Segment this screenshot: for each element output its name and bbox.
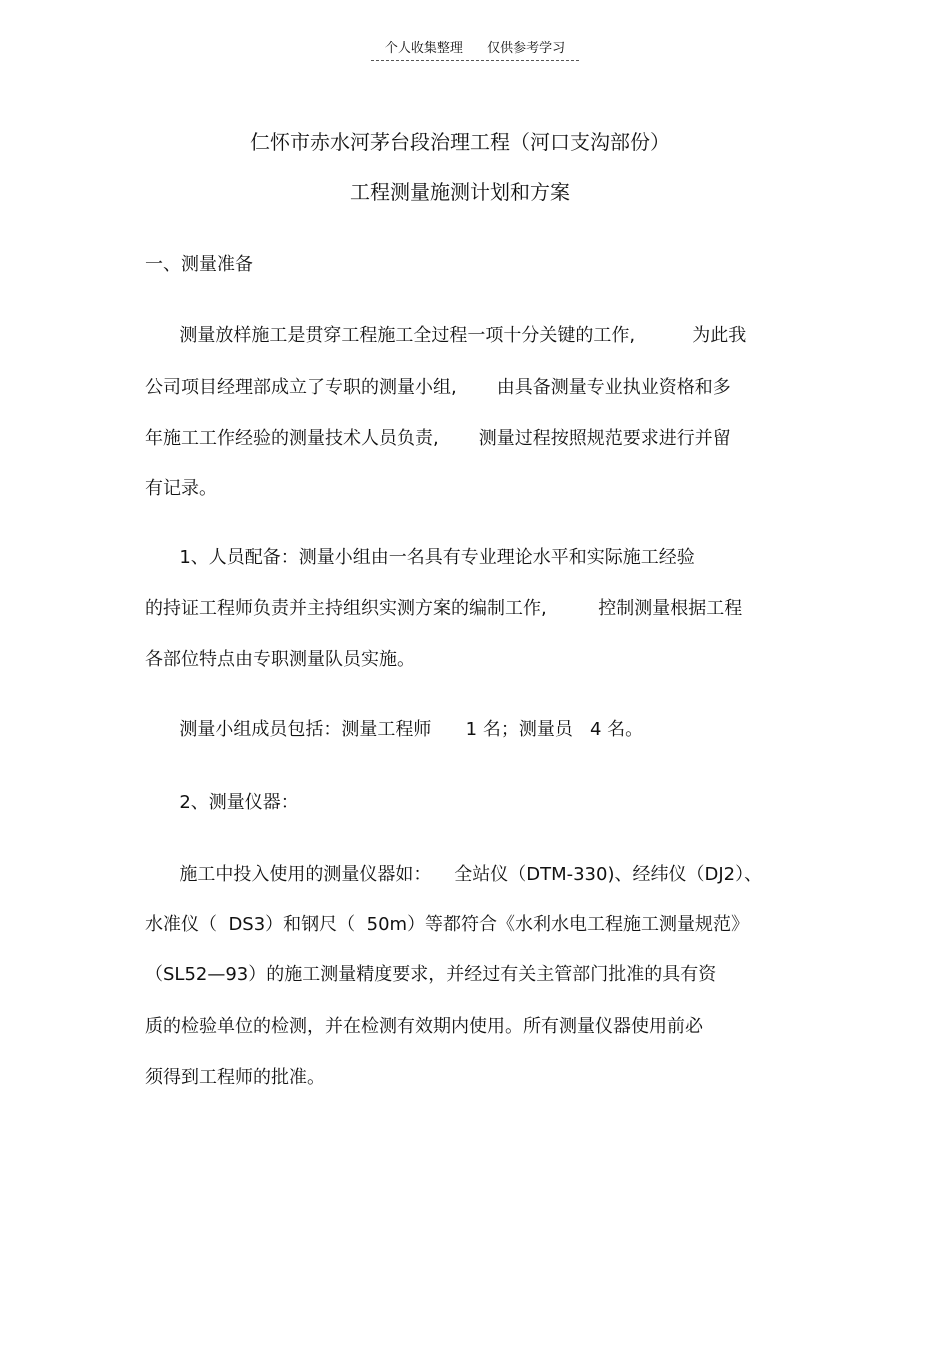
document-title: 仁怀市赤水河茅台段治理工程（河口支沟部份） [250,130,670,154]
paragraph-line: 水准仪（ DS3）和钢尺（ 50m）等都符合《水利水电工程施工测量规范》 [145,914,750,935]
paragraph-line: 质的检验单位的检测，并在检测有效期内使用。所有测量仪器使用前必 [145,1016,703,1037]
paragraph-line: （SL52—93）的施工测量精度要求，并经过有关主管部门批准的具有资 [145,964,717,985]
paragraph-line: 2、测量仪器： [145,792,299,813]
document-subtitle: 工程测量施测计划和方案 [350,180,570,204]
paragraph-line: 有记录。 [145,478,217,499]
paragraph-line: 施工中投入使用的测量仪器如： 全站仪（DTM-330)、经纬仪（DJ2）、 [145,864,763,885]
page-header [0,40,950,61]
paragraph-line: 须得到工程师的批准。 [145,1067,325,1088]
paragraph-line: 的持证工程师负责并主持组织实测方案的编制工作, 控制测量根据工程 [145,598,743,619]
header-right-text: 仅供参考学习 [487,41,566,56]
paragraph-line: 测量小组成员包括：测量工程师 1 名；测量员 4 名。 [145,719,644,740]
paragraph-line: 各部位特点由专职测量队员实施。 [145,649,415,670]
header-text [371,40,579,61]
section-heading: 一、测量准备 [145,254,253,275]
paragraph-line: 公司项目经理部成立了专职的测量小组, 由具备测量专业执业资格和多 [145,377,731,398]
header-left-text: 个人收集整理 [384,41,463,56]
paragraph-line: 年施工工作经验的测量技术人员负责, 测量过程按照规范要求进行并留 [145,428,731,449]
paragraph-line: 测量放样施工是贯穿工程施工全过程一项十分关键的工作, 为此我 [145,325,747,346]
paragraph-line: 1、人员配备：测量小组由一名具有专业理论水平和实际施工经验 [145,547,695,568]
